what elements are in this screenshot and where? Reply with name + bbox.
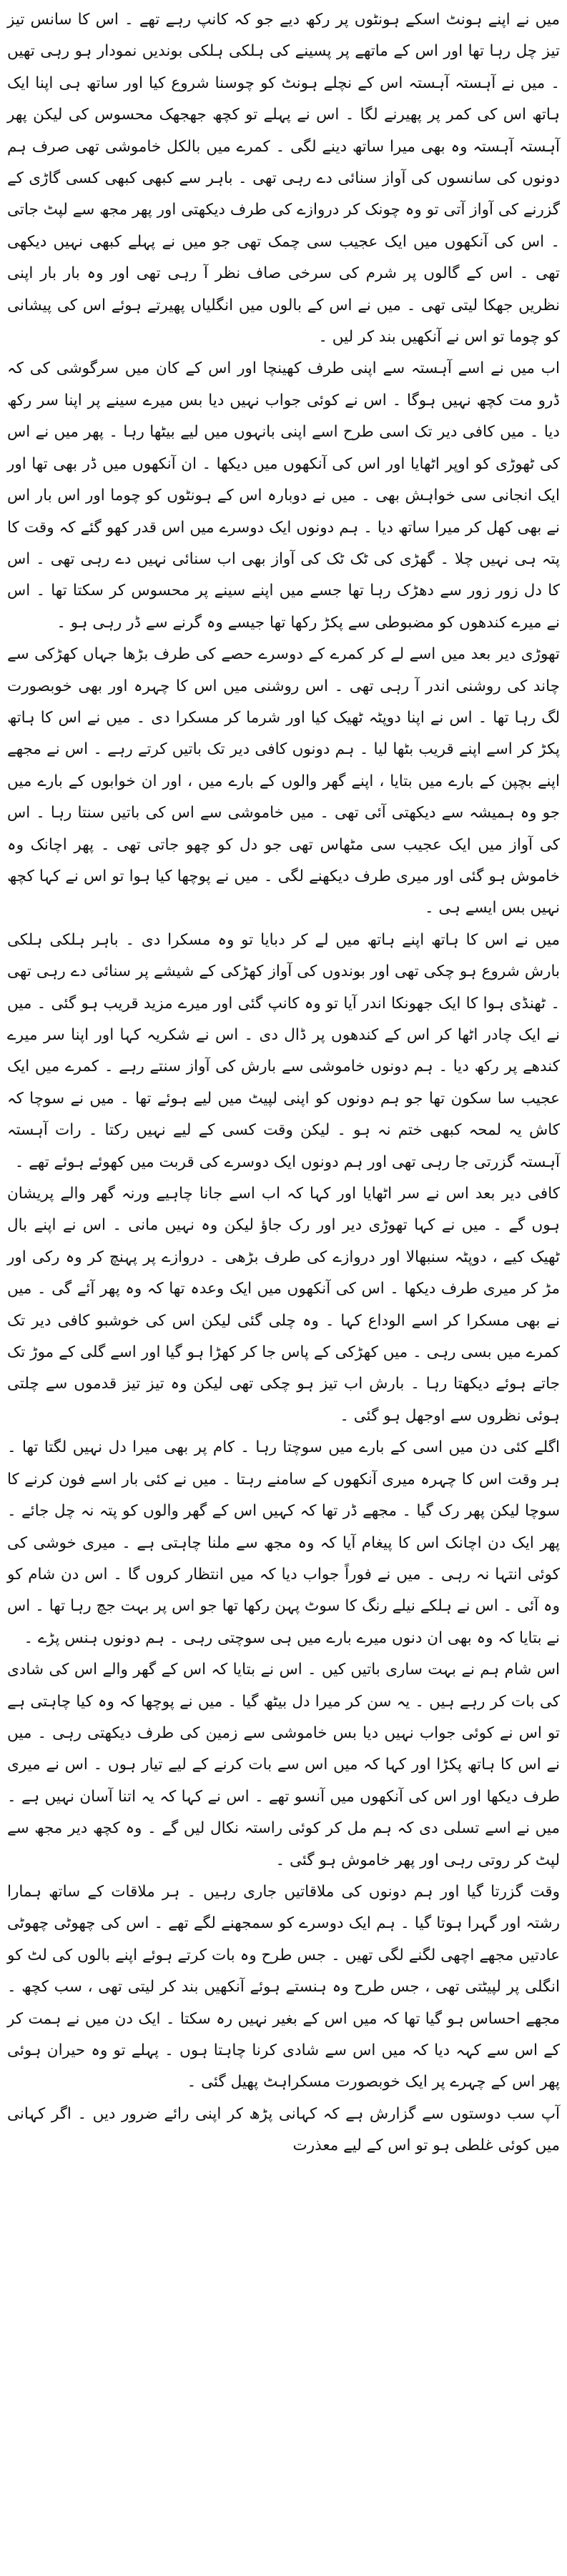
paragraph: میں نے اس کا ہاتھ اپنے ہاتھ میں لے کر دبایا تو وہ مسکرا دی ۔ باہر ہلکی ہلکی بارش شروع ہو چکی تھی اور بوندوں کی آواز کھڑکی کے شیشے پر سنائی دے رہی تھی ۔ ٹھنڈی ہوا کا ایک جھونکا اندر آیا تو وہ کانپ گئی اور میرے مزید قریب ہو گئی ۔ میں نے ایک چادر اٹھا کر اس کے کندھوں پر ڈال دی ۔ اس نے شکریہ کہا اور اپنا سر میرے کندھے پر رکھ دیا ۔ ہم دونوں خاموشی سے بارش کی آواز سنتے رہے ۔ کمرے میں ایک عجیب سا سکون تھا جو ہم دونوں کو اپنی لپیٹ میں لیے ہوئے تھا ۔ میں نے سوچا کہ کاش یہ لمحہ کبھی ختم نہ ہو ۔ لیکن وقت کسی کے لیے نہیں رکتا ۔ رات آہستہ آہستہ گزرتی جا رہی تھی اور ہم دونوں ایک دوسرے کی قربت میں کھوئے ہوئے تھے ۔ [7,930,560,1171]
paragraph: اب میں نے اسے آہستہ سے اپنی طرف کھینچا اور اس کے کان میں سرگوشی کی کہ ڈرو مت کچھ نہیں ہوگا ۔ اس نے کوئی جواب نہیں دیا بس میرے سینے پر اپنا سر رکھ دیا ۔ میں کافی دیر تک اسی طرح اسے اپنی بانہوں میں لیے بیٹھا رہا ۔ پھر میں نے اس کی ٹھوڑی کو اوپر اٹھایا اور اس کی آنکھوں میں دیکھا ۔ ان آنکھوں میں ڈر بھی تھا اور ایک انجانی سی خواہش بھی ۔ میں نے دوبارہ اس کے ہونٹوں کو چوما اور اس بار اس نے بھی کھل کر میرا ساتھ دیا ۔ ہم دونوں ایک دوسرے میں اس قدر کھو گئے کہ وقت کا پتہ ہی نہیں چلا ۔ گھڑی کی ٹک ٹک کی آواز بھی اب سنائی نہیں دے رہی تھی ۔ اس کا دل زور زور سے دھڑک رہا تھا جسے میں اپنے سینے پر محسوس کر سکتا تھا ۔ اس نے میرے کندھوں کو مضبوطی سے پکڑ رکھا تھا جیسے وہ گرنے سے ڈر رہی ہو ۔ [7,359,560,632]
paragraph: اس شام ہم نے بہت ساری باتیں کیں ۔ اس نے بتایا کہ اس کے گھر والے اس کی شادی کی بات کر رہے ہیں ۔ یہ سن کر میرا دل بیٹھ گیا ۔ میں نے پوچھا کہ وہ کیا چاہتی ہے تو اس نے کوئی جواب نہیں دیا بس خاموشی سے زمین کی طرف دیکھتی رہی ۔ میں نے اس کا ہاتھ پکڑا اور کہا کہ میں اس سے بات کرنے کے لیے تیار ہوں ۔ اس نے میری طرف دیکھا اور اس کی آنکھوں میں آنسو تھے ۔ اس نے کہا کہ یہ اتنا آسان نہیں ہے ۔ میں نے اسے تسلی دی کہ ہم مل کر کوئی راستہ نکال لیں گے ۔ وہ کچھ دیر مجھ سے لپٹ کر روتی رہی اور پھر خاموش ہو گئی ۔ [7,1661,560,1869]
paragraph: اگلے کئی دن میں اسی کے بارے میں سوچتا رہا ۔ کام پر بھی میرا دل نہیں لگتا تھا ۔ ہر وقت اس کا چہرہ میری آنکھوں کے سامنے رہتا ۔ میں نے کئی بار اسے فون کرنے کا سوچا لیکن پھر رک گیا ۔ مجھے ڈر تھا کہ کہیں اس کے گھر والوں کو پتہ نہ چل جائے ۔ پھر ایک دن اچانک اس کا پیغام آیا کہ وہ مجھ سے ملنا چاہتی ہے ۔ میری خوشی کی کوئی انتہا نہ رہی ۔ میں نے فوراً جواب دیا کہ میں انتظار کروں گا ۔ اس دن شام کو وہ آئی ۔ اس نے ہلکے نیلے رنگ کا سوٹ پہن رکھا تھا جو اس پر بہت جچ رہا تھا ۔ اس نے بتایا کہ وہ بھی ان دنوں میرے بارے میں ہی سوچتی رہی ۔ ہم دونوں ہنس پڑے ۔ [7,1438,560,1647]
paragraph: میں نے اپنے ہونٹ اسکے ہونٹوں پر رکھ دیے جو کہ کانپ رہے تھے ۔ اس کا سانس تیز تیز چل رہا تھا اور اس کے ماتھے پر پسینے کی ہلکی ہلکی بوندیں نمودار ہو رہی تھیں ۔ میں نے آہستہ آہستہ اس کے نچلے ہونٹ کو چوسنا شروع کیا اور ساتھ ہی اپنا ایک ہاتھ اس کی کمر پر پھیرنے لگا ۔ اس نے پہلے تو کچھ جھجھک محسوس کی لیکن پھر آہستہ آہستہ وہ بھی میرا ساتھ دینے لگی ۔ کمرے میں بالکل خاموشی تھی صرف ہم دونوں کی سانسوں کی آواز سنائی دے رہی تھی ۔ باہر سے کبھی کبھی کسی گاڑی کے گزرنے کی آواز آتی تو وہ چونک کر دروازے کی طرف دیکھتی اور پھر مجھ سے لپٹ جاتی ۔ اس کی آنکھوں میں ایک عجیب سی چمک تھی جو میں نے پہلے کبھی نہیں دیکھی تھی ۔ اس کے گالوں پر شرم کی سرخی صاف نظر آ رہی تھی اور وہ بار بار اپنی نظریں جھکا لیتی تھی ۔ میں نے اس کے بالوں میں انگلیاں پھیرتے ہوئے اس کی پیشانی کو چوما تو اس نے آنکھیں بند کر لیں ۔ [7,11,560,347]
article-text [7,4,560,2162]
paragraph: تھوڑی دیر بعد میں اسے لے کر کمرے کے دوسرے حصے کی طرف بڑھا جہاں کھڑکی سے چاند کی روشنی اندر آ رہی تھی ۔ اس روشنی میں اس کا چہرہ اور بھی خوبصورت لگ رہا تھا ۔ اس نے اپنا دوپٹہ ٹھیک کیا اور شرما کر مسکرا دی ۔ میں نے اس کا ہاتھ پکڑ کر اسے اپنے قریب بٹھا لیا ۔ ہم دونوں کافی دیر تک باتیں کرتے رہے ۔ اس نے مجھے اپنے بچپن کے بارے میں بتایا ، اپنے گھر والوں کے بارے میں ، اور ان خوابوں کے بارے میں جو وہ ہمیشہ سے دیکھتی آئی تھی ۔ میں خاموشی سے اس کی باتیں سنتا رہا ۔ اس کی آواز میں ایک عجیب سی مٹھاس تھی جو دل کو چھو جاتی تھی ۔ پھر اچانک وہ خاموش ہو گئی اور میری طرف دیکھنے لگی ۔ میں نے پوچھا کیا ہوا تو اس نے کہا کچھ نہیں بس ایسے ہی ۔ [7,645,560,917]
closing-line: آپ سب دوستوں سے گزارش ہے کہ کہانی پڑھ کر اپنی رائے ضرور دیں ۔ اگر کہانی میں کوئی غلطی ہو تو اس کے لیے معذرت [7,2104,560,2155]
paragraph: کافی دیر بعد اس نے سر اٹھایا اور کہا کہ اب اسے جانا چاہیے ورنہ گھر والے پریشان ہوں گے ۔ میں نے کہا تھوڑی دیر اور رک جاؤ لیکن وہ نہیں مانی ۔ اس نے اپنے بال ٹھیک کیے ، دوپٹہ سنبھالا اور دروازے کی طرف بڑھی ۔ دروازے پر پہنچ کر وہ رکی اور مڑ کر میری طرف دیکھا ۔ اس کی آنکھوں میں ایک وعدہ تھا کہ وہ پھر آئے گی ۔ میں نے بھی مسکرا کر اسے الوداع کہا ۔ وہ چلی گئی لیکن اس کی خوشبو کافی دیر تک کمرے میں بسی رہی ۔ میں کھڑکی کے پاس جا کر کھڑا ہو گیا اور اسے گلی کے موڑ تک جاتے ہوئے دیکھتا رہا ۔ بارش اب تیز ہو چکی تھی لیکن وہ تیز تیز قدموں سے چلتی ہوئی نظروں سے اوجھل ہو گئی ۔ [7,1185,560,1425]
paragraph: وقت گزرتا گیا اور ہم دونوں کی ملاقاتیں جاری رہیں ۔ ہر ملاقات کے ساتھ ہمارا رشتہ اور گہرا ہوتا گیا ۔ ہم ایک دوسرے کو سمجھنے لگے تھے ۔ اس کی چھوٹی چھوٹی عادتیں مجھے اچھی لگنے لگی تھیں ۔ جس طرح وہ بات کرتے ہوئے اپنے بالوں کی لٹ کو انگلی پر لپیٹتی تھی ، جس طرح وہ ہنستے ہوئے آنکھیں بند کر لیتی تھی ، سب کچھ ۔ مجھے احساس ہو گیا تھا کہ میں اس کے بغیر نہیں رہ سکتا ۔ ایک دن میں نے ہمت کر کے اس سے کہہ دیا کہ میں اس سے شادی کرنا چاہتا ہوں ۔ پہلے تو وہ حیران ہوئی پھر اس کے چہرے پر ایک خوبصورت مسکراہٹ پھیل گئی ۔ [7,1882,560,2092]
